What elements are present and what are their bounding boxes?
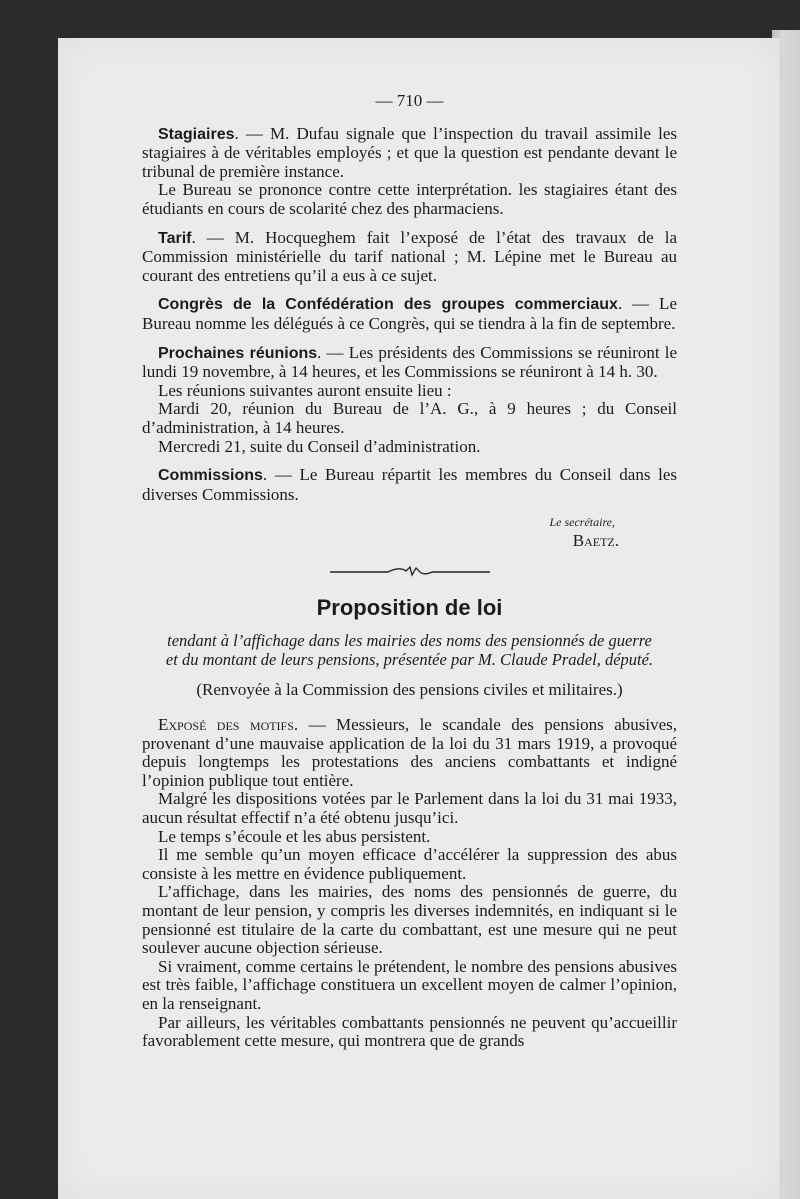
section-heading: Tarif <box>158 229 192 247</box>
paragraph-text: Mercredi 21, suite du Conseil d’administration. <box>158 436 481 456</box>
paragraph-text: Par ailleurs, les véritables combattants pensionnés ne peuvent qu’accueillir favorablement cette mesure, qui montrera que de grands <box>142 1012 677 1051</box>
minutes-commissions <box>142 466 677 504</box>
paragraph-text: Le Bureau se prononce contre cette interprétation. les stagiaires étant des étudiants en cours de scolarité chez des pharmaciens. <box>142 180 677 218</box>
paragraph-text: Si vraiment, comme certains le prétendent, le nombre des pensions abusives est très faible, l’affichage constituera un excellent moyen de calmer l’opinion, en la renseignant. <box>142 956 677 1013</box>
referral-note: (Renvoyée à la Commission des pensions civiles et militaires.) <box>196 680 623 700</box>
paragraph-text: Il me semble qu’un moyen efficace d’accélérer la suppression des abus consiste à les mettre en évidence publiquement. <box>142 845 677 883</box>
subtitle-line: tendant à l’affichage dans les mairies des noms des pensionnés de guerre <box>167 631 652 651</box>
proposal-title: Proposition de loi <box>316 594 503 620</box>
proposal-body <box>142 716 677 1051</box>
section-heading: Stagiaires <box>158 125 235 143</box>
paragraph-text: . — Les présidents des Commissions se réuniront le lundi 19 novembre, à 14 heures, et les Commissions se réuniront à 14 h. 30. <box>142 342 677 382</box>
proposal-subtitle <box>142 631 677 669</box>
signature-block <box>142 514 619 552</box>
paragraph-text: Le temps s’écoule et les abus persistent. <box>158 826 431 846</box>
flourish-divider-icon <box>330 564 490 578</box>
divider-ornament <box>142 564 677 583</box>
section-heading: Prochaines réunions <box>158 344 318 362</box>
paragraph-text: . — M. Hocqueghem fait l’exposé de l’état des travaux de la Commission ministérielle du tarif national ; M. Lépine met le Bureau au courant des entretiens qu’il a eus à ce sujet. <box>142 227 677 285</box>
expose-label: Exposé des motifs <box>158 715 294 735</box>
signature-role: Le secrétaire, <box>549 515 615 530</box>
paragraph-text: . — Le Bureau nomme les délégués à ce Congrès, qui se tiendra à la fin de septembre. <box>142 294 677 333</box>
paragraph-text: . — M. Dufau signale que l’inspection du travail assimile les stagiaires à de véritables employés ; et que la question est pendante devant le tribunal de première instance. <box>142 123 677 181</box>
minutes-congres <box>142 295 677 333</box>
paragraph-text: Mardi 20, réunion du Bureau de l’A. G., à 9 heures ; du Conseil d’administration, à 14 heures. <box>142 399 677 437</box>
page-content <box>142 92 677 1051</box>
page-number: — 710 — <box>375 91 444 110</box>
minutes-tarif <box>142 229 677 286</box>
signature-name: Baetz. <box>572 531 619 551</box>
paragraph-text: . — Messieurs, le scandale des pensions abusives, provenant d’une mauvaise application de la loi du 31 mars 1919, a provoqué depuis longtemps les protestations des anciens combattants et indigné l’opinion publique tout entière. <box>142 715 677 790</box>
section-heading: Congrès de la Confédération des groupes commerciaux <box>158 296 618 314</box>
subtitle-line: et du montant de leurs pensions, présentée par M. Claude Pradel, député. <box>165 650 654 670</box>
minutes-stagiaires <box>142 125 677 219</box>
paragraph-text: Les réunions suivantes auront ensuite lieu : <box>158 380 452 400</box>
paragraph-text: . — Le Bureau répartit les membres du Conseil dans les diverses Commissions. <box>142 465 677 504</box>
minutes-reunions <box>142 344 677 457</box>
section-heading: Commissions <box>158 467 263 485</box>
paragraph-text: L’affichage, dans les mairies, des noms des pensionnés de guerre, du montant de leur pension, y compris les diverses indemnités, en indiquant si le pensionné est titulaire de la carte du combattant, est une mesure qui ne peut soulever aucune objection sérieuse. <box>142 882 677 958</box>
paragraph-text: Malgré les dispositions votées par le Parlement dans la loi du 31 mai 1933, aucun résultat effectif n’a été obtenu jusqu’ici. <box>142 789 677 828</box>
